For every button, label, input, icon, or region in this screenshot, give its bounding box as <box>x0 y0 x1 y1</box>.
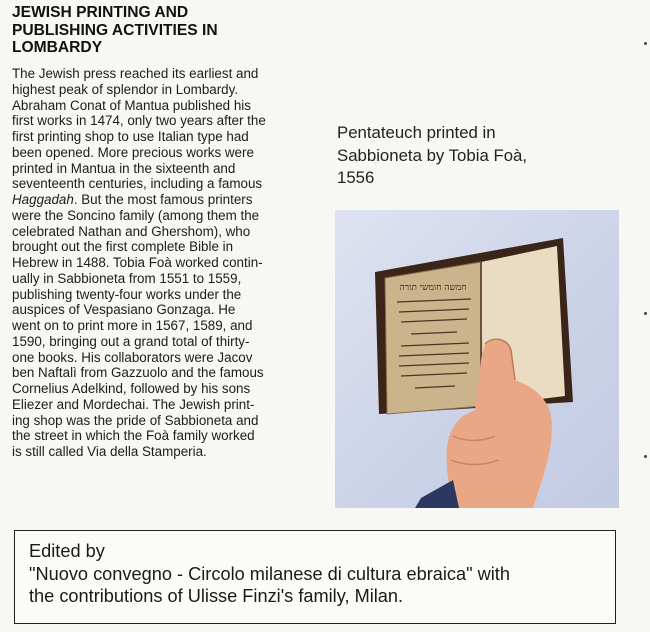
body-line: one books. His collaborators were Jacov <box>12 349 253 365</box>
body-line: were the Soncino family (among them the <box>12 207 260 223</box>
article-heading <box>12 4 312 57</box>
heading-line: JEWISH PRINTING AND <box>12 4 189 21</box>
pentateuch-photo <box>335 210 619 508</box>
body-line: Abraham Conat of Mantua published his <box>12 97 251 113</box>
credits-box <box>14 530 616 624</box>
body-line: publishing twenty-four works under the <box>12 286 242 302</box>
body-line: ben Naftalì from Gazzuolo and the famous <box>12 365 264 381</box>
body-line: first printing shop to use Italian type had <box>12 129 249 144</box>
body-line: seventeenth centuries, including a famous <box>12 176 263 192</box>
body-line: is still called Via della Stamperia. <box>12 444 207 459</box>
body-line: been opened. More precious works were <box>12 144 254 160</box>
body-line: highest peak of splendor in Lombardy. <box>12 81 239 97</box>
body-line: ing shop was the pride of Sabbioneta and <box>12 412 259 428</box>
heading-line: PUBLISHING ACTIVITIES IN <box>12 21 218 39</box>
body-line: The Jewish press reached its earliest and <box>12 66 259 81</box>
body-line: Cornelius Adelkind, followed by his sons <box>12 381 251 396</box>
sleeve <box>415 480 459 508</box>
body-line: went on to print more in 1567, 1589, and <box>12 318 253 333</box>
caption-line: 1556 <box>337 168 375 187</box>
book-title-text: חמשה חומשי תורה <box>399 283 467 293</box>
edge-dot <box>644 455 647 458</box>
credit-line: the contributions of Ulisse Finzi's family, Milan. <box>29 586 404 606</box>
edge-dot <box>644 312 647 315</box>
book-in-hand-illustration <box>335 210 619 508</box>
photo-caption <box>337 122 597 190</box>
body-line: first works in 1474, only two years after the <box>12 113 266 129</box>
body-line: Eliezer and Mordechai. The Jewish print- <box>12 396 255 412</box>
article-body <box>12 66 317 460</box>
body-line: Hebrew in 1488. Tobia Foà worked contin- <box>12 255 263 270</box>
body-line: celebrated Nathan and Ghershom), who <box>12 223 251 239</box>
credit-line: Edited by <box>29 541 105 561</box>
body-line: auspices of Vespasiano Gonzaga. He <box>12 302 236 318</box>
body-line-with-italic <box>12 192 317 208</box>
body-line: 1590, bringing out a grand total of thirty- <box>12 333 250 349</box>
credit-line: "Nuovo convegno - Circolo milanese di cultura ebraica" with <box>29 563 510 584</box>
body-line: printed in Mantua in the sixteenth and <box>12 160 236 176</box>
caption-line: Sabbioneta by Tobia Foà, <box>337 145 528 165</box>
haggadah-italic: Haggadah <box>12 192 74 207</box>
caption-line: Pentateuch printed in <box>337 123 496 142</box>
edge-dot <box>644 42 647 45</box>
heading-line: LOMBARDY <box>12 39 103 56</box>
body-line: ually in Sabbioneta from 1551 to 1559, <box>12 270 242 286</box>
body-line: the street in which the Foà family worked <box>12 428 255 444</box>
body-line-rest: . But the most famous printers <box>73 192 253 207</box>
body-line: brought out the first complete Bible in <box>12 239 234 255</box>
